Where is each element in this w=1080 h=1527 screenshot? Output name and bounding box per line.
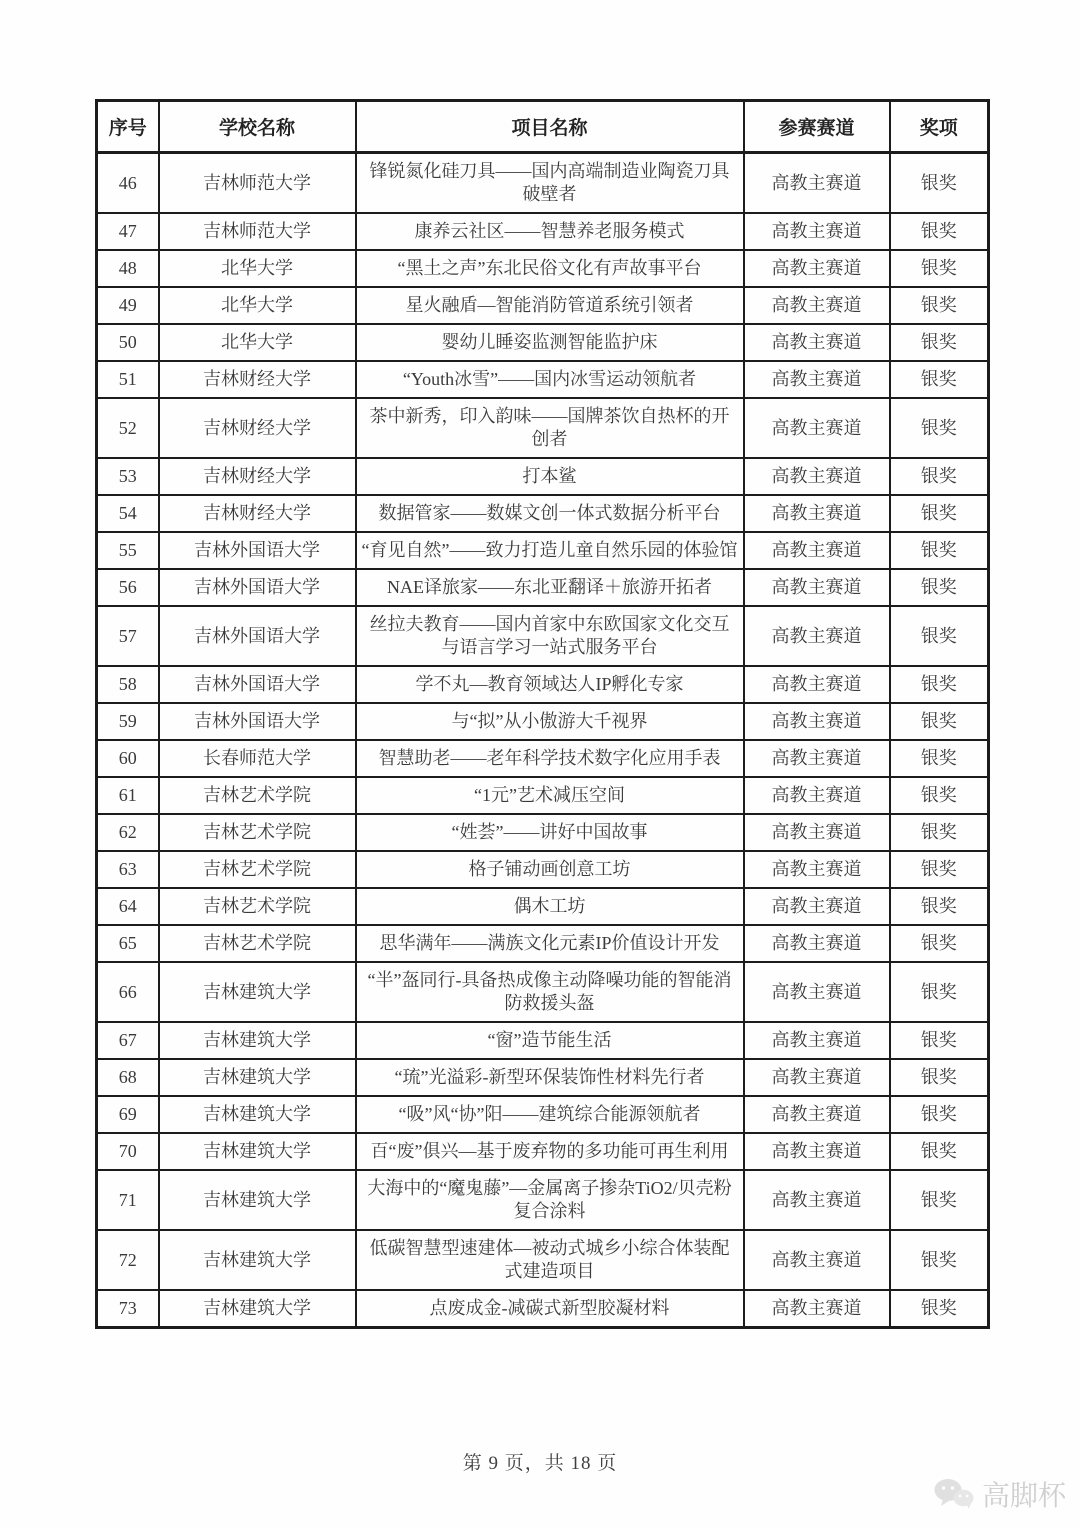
cell-award: 银奖 <box>890 1096 989 1133</box>
cell-project: 低碳智慧型速建体—被动式城乡小综合体装配式建造项目 <box>356 1230 744 1290</box>
table-row <box>97 666 989 703</box>
cell-award: 银奖 <box>890 1290 989 1328</box>
table-row <box>97 1133 989 1170</box>
table-row <box>97 1170 989 1230</box>
table-row <box>97 569 989 606</box>
cell-track: 高教主赛道 <box>744 213 890 250</box>
cell-award: 银奖 <box>890 666 989 703</box>
cell-serial: 50 <box>97 324 159 361</box>
table-row <box>97 1096 989 1133</box>
cell-serial: 64 <box>97 888 159 925</box>
cell-award: 银奖 <box>890 287 989 324</box>
table-row <box>97 1022 989 1059</box>
cell-school: 吉林建筑大学 <box>159 1290 356 1328</box>
cell-project: 星火融盾—智能消防管道系统引领者 <box>356 287 744 324</box>
table-row <box>97 851 989 888</box>
cell-serial: 59 <box>97 703 159 740</box>
table-row <box>97 213 989 250</box>
cell-award: 银奖 <box>890 1230 989 1290</box>
cell-project: 丝拉夫教育——国内首家中东欧国家文化交互与语言学习一站式服务平台 <box>356 606 744 666</box>
col-header-award: 奖项 <box>890 101 989 153</box>
cell-track: 高教主赛道 <box>744 458 890 495</box>
cell-project: “半”盔同行-具备热成像主动降噪功能的智能消防救援头盔 <box>356 962 744 1022</box>
cell-award: 银奖 <box>890 703 989 740</box>
cell-school: 吉林外国语大学 <box>159 569 356 606</box>
cell-track: 高教主赛道 <box>744 666 890 703</box>
cell-school: 吉林艺术学院 <box>159 777 356 814</box>
cell-serial: 49 <box>97 287 159 324</box>
cell-track: 高教主赛道 <box>744 703 890 740</box>
cell-school: 吉林外国语大学 <box>159 666 356 703</box>
cell-school: 吉林外国语大学 <box>159 606 356 666</box>
cell-school: 长春师范大学 <box>159 740 356 777</box>
cell-serial: 56 <box>97 569 159 606</box>
cell-serial: 58 <box>97 666 159 703</box>
cell-school: 吉林艺术学院 <box>159 814 356 851</box>
cell-project: 格子铺动画创意工坊 <box>356 851 744 888</box>
table-row <box>97 606 989 666</box>
table-row <box>97 361 989 398</box>
cell-school: 北华大学 <box>159 250 356 287</box>
cell-project: “Youth冰雪”——国内冰雪运动领航者 <box>356 361 744 398</box>
table-header-row <box>97 101 989 153</box>
cell-track: 高教主赛道 <box>744 153 890 214</box>
table-row <box>97 324 989 361</box>
col-header-serial: 序号 <box>97 101 159 153</box>
cell-project: “吸”风“协”阳——建筑综合能源领航者 <box>356 1096 744 1133</box>
cell-track: 高教主赛道 <box>744 1230 890 1290</box>
cell-project: “育见自然”——致力打造儿童自然乐园的体验馆 <box>356 532 744 569</box>
cell-track: 高教主赛道 <box>744 1096 890 1133</box>
page-number-footer: 第 9 页，共 18 页 <box>462 1453 618 1474</box>
cell-school: 北华大学 <box>159 287 356 324</box>
cell-track: 高教主赛道 <box>744 398 890 458</box>
cell-award: 银奖 <box>890 398 989 458</box>
watermark-label: 高脚杯 <box>981 1480 1066 1511</box>
cell-award: 银奖 <box>890 153 989 214</box>
cell-award: 银奖 <box>890 213 989 250</box>
cell-award: 银奖 <box>890 606 989 666</box>
cell-school: 吉林建筑大学 <box>159 1096 356 1133</box>
cell-award: 银奖 <box>890 458 989 495</box>
table-row <box>97 703 989 740</box>
cell-project: 锋锐氮化硅刀具——国内高端制造业陶瓷刀具破壁者 <box>356 153 744 214</box>
cell-award: 银奖 <box>890 361 989 398</box>
cell-project: 思华满年——满族文化元素IP价值设计开发 <box>356 925 744 962</box>
col-header-school: 学校名称 <box>159 101 356 153</box>
cell-school: 吉林艺术学院 <box>159 888 356 925</box>
cell-project: 学不丸—教育领域达人IP孵化专家 <box>356 666 744 703</box>
cell-project: 点废成金-减碳式新型胶凝材料 <box>356 1290 744 1328</box>
cell-serial: 70 <box>97 1133 159 1170</box>
cell-track: 高教主赛道 <box>744 324 890 361</box>
cell-project: 偶木工坊 <box>356 888 744 925</box>
cell-serial: 71 <box>97 1170 159 1230</box>
cell-school: 吉林艺术学院 <box>159 925 356 962</box>
cell-award: 银奖 <box>890 1059 989 1096</box>
cell-project: “黑土之声”东北民俗文化有声故事平台 <box>356 250 744 287</box>
table-row <box>97 962 989 1022</box>
cell-track: 高教主赛道 <box>744 250 890 287</box>
table-row <box>97 740 989 777</box>
cell-award: 银奖 <box>890 777 989 814</box>
cell-project: 百“废”俱兴—基于废弃物的多功能可再生利用 <box>356 1133 744 1170</box>
cell-award: 银奖 <box>890 962 989 1022</box>
cell-track: 高教主赛道 <box>744 287 890 324</box>
cell-serial: 57 <box>97 606 159 666</box>
cell-serial: 62 <box>97 814 159 851</box>
table-row <box>97 1290 989 1328</box>
table-row <box>97 458 989 495</box>
cell-project: 康养云社区——智慧养老服务模式 <box>356 213 744 250</box>
cell-school: 北华大学 <box>159 324 356 361</box>
table-row <box>97 1230 989 1290</box>
cell-award: 银奖 <box>890 532 989 569</box>
table-row <box>97 888 989 925</box>
cell-project: 婴幼儿睡姿监测智能监护床 <box>356 324 744 361</box>
cell-track: 高教主赛道 <box>744 925 890 962</box>
cell-serial: 55 <box>97 532 159 569</box>
cell-track: 高教主赛道 <box>744 606 890 666</box>
cell-school: 吉林财经大学 <box>159 361 356 398</box>
cell-school: 吉林建筑大学 <box>159 1133 356 1170</box>
cell-school: 吉林财经大学 <box>159 458 356 495</box>
cell-track: 高教主赛道 <box>744 569 890 606</box>
cell-school: 吉林建筑大学 <box>159 962 356 1022</box>
cell-serial: 60 <box>97 740 159 777</box>
cell-track: 高教主赛道 <box>744 1290 890 1328</box>
cell-track: 高教主赛道 <box>744 851 890 888</box>
cell-award: 银奖 <box>890 250 989 287</box>
cell-track: 高教主赛道 <box>744 495 890 532</box>
cell-track: 高教主赛道 <box>744 1133 890 1170</box>
cell-serial: 63 <box>97 851 159 888</box>
cell-track: 高教主赛道 <box>744 740 890 777</box>
cell-project: 大海中的“魔鬼藤”—金属离子掺杂TiO2/贝壳粉复合涂料 <box>356 1170 744 1230</box>
cell-serial: 48 <box>97 250 159 287</box>
cell-award: 银奖 <box>890 495 989 532</box>
cell-project: NAE译旅家——东北亚翻译＋旅游开拓者 <box>356 569 744 606</box>
table-row <box>97 398 989 458</box>
cell-track: 高教主赛道 <box>744 1022 890 1059</box>
cell-serial: 54 <box>97 495 159 532</box>
cell-project: “1元”艺术减压空间 <box>356 777 744 814</box>
cell-school: 吉林外国语大学 <box>159 532 356 569</box>
cell-project: 茶中新秀，印入韵味——国牌茶饮自热杯的开创者 <box>356 398 744 458</box>
col-header-project: 项目名称 <box>356 101 744 153</box>
cell-serial: 61 <box>97 777 159 814</box>
cell-school: 吉林师范大学 <box>159 153 356 214</box>
cell-serial: 66 <box>97 962 159 1022</box>
table-row <box>97 250 989 287</box>
table-row <box>97 153 989 214</box>
awards-table <box>95 99 990 1329</box>
cell-award: 银奖 <box>890 740 989 777</box>
cell-award: 银奖 <box>890 1170 989 1230</box>
cell-project: 数据管家——数媒文创一体式数据分析平台 <box>356 495 744 532</box>
cell-award: 银奖 <box>890 814 989 851</box>
watermark <box>933 1474 1066 1514</box>
cell-serial: 69 <box>97 1096 159 1133</box>
table-row <box>97 495 989 532</box>
cell-track: 高教主赛道 <box>744 1059 890 1096</box>
table-row <box>97 532 989 569</box>
cell-track: 高教主赛道 <box>744 361 890 398</box>
cell-school: 吉林建筑大学 <box>159 1059 356 1096</box>
cell-school: 吉林财经大学 <box>159 398 356 458</box>
cell-serial: 67 <box>97 1022 159 1059</box>
cell-project: 与“拟”从小傲游大千视界 <box>356 703 744 740</box>
cell-serial: 51 <box>97 361 159 398</box>
table-row <box>97 1059 989 1096</box>
cell-project: “窗”造节能生活 <box>356 1022 744 1059</box>
cell-school: 吉林建筑大学 <box>159 1170 356 1230</box>
cell-serial: 52 <box>97 398 159 458</box>
cell-project: “姓荟”——讲好中国故事 <box>356 814 744 851</box>
cell-track: 高教主赛道 <box>744 814 890 851</box>
cell-serial: 72 <box>97 1230 159 1290</box>
cell-award: 银奖 <box>890 925 989 962</box>
cell-serial: 73 <box>97 1290 159 1328</box>
cell-track: 高教主赛道 <box>744 532 890 569</box>
cell-school: 吉林师范大学 <box>159 213 356 250</box>
cell-project: 智慧助老——老年科学技术数字化应用手表 <box>356 740 744 777</box>
wechat-logo-icon <box>933 1477 975 1511</box>
cell-school: 吉林外国语大学 <box>159 703 356 740</box>
table-row <box>97 777 989 814</box>
cell-serial: 53 <box>97 458 159 495</box>
cell-award: 银奖 <box>890 1133 989 1170</box>
cell-serial: 68 <box>97 1059 159 1096</box>
cell-award: 银奖 <box>890 324 989 361</box>
cell-school: 吉林建筑大学 <box>159 1230 356 1290</box>
cell-track: 高教主赛道 <box>744 777 890 814</box>
cell-project: 打本鲨 <box>356 458 744 495</box>
table-row <box>97 925 989 962</box>
cell-track: 高教主赛道 <box>744 1170 890 1230</box>
cell-serial: 65 <box>97 925 159 962</box>
cell-serial: 46 <box>97 153 159 214</box>
cell-school: 吉林艺术学院 <box>159 851 356 888</box>
cell-award: 银奖 <box>890 1022 989 1059</box>
cell-award: 银奖 <box>890 888 989 925</box>
table-row <box>97 814 989 851</box>
cell-project: “琉”光溢彩-新型环保装饰性材料先行者 <box>356 1059 744 1096</box>
cell-award: 银奖 <box>890 851 989 888</box>
cell-award: 银奖 <box>890 569 989 606</box>
col-header-track: 参赛赛道 <box>744 101 890 153</box>
cell-track: 高教主赛道 <box>744 962 890 1022</box>
cell-school: 吉林财经大学 <box>159 495 356 532</box>
cell-serial: 47 <box>97 213 159 250</box>
cell-track: 高教主赛道 <box>744 888 890 925</box>
cell-school: 吉林建筑大学 <box>159 1022 356 1059</box>
table-row <box>97 287 989 324</box>
